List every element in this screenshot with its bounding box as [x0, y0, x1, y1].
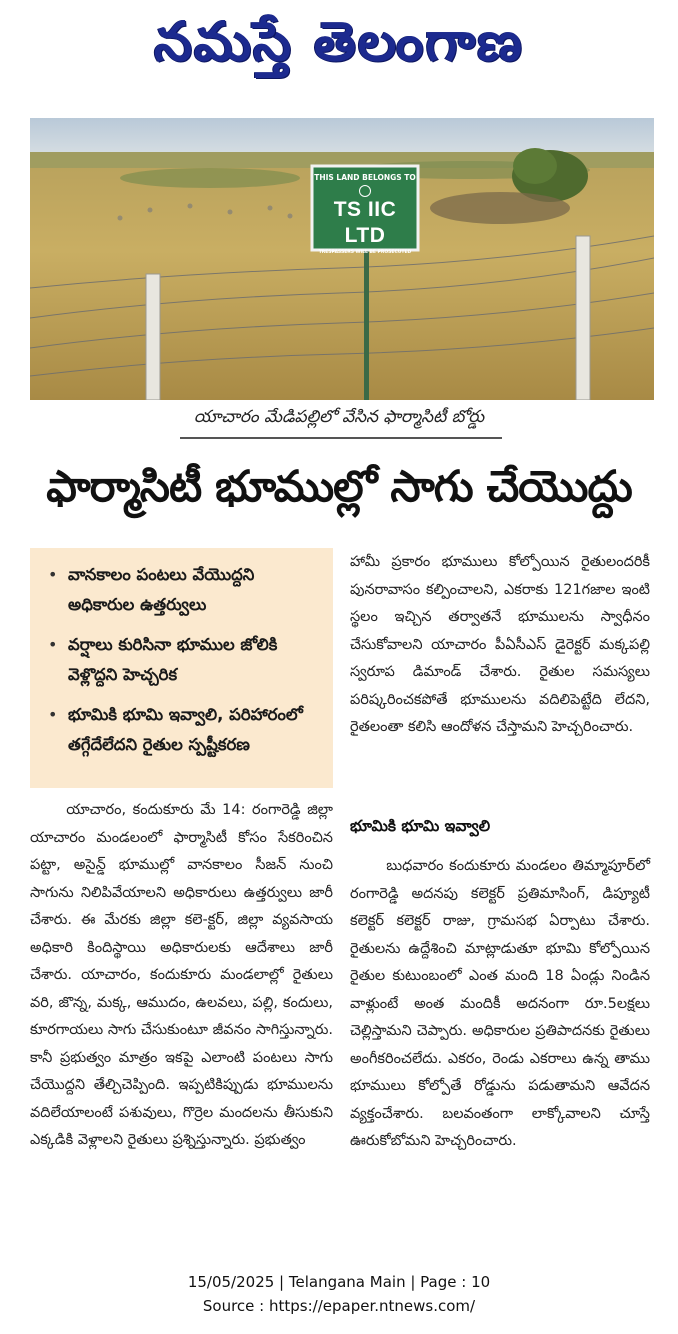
article-subheading: భూమికి భూమి ఇవ్వాలి	[350, 817, 491, 835]
article-paragraph: యాచారం, కందుకూరు మే 14: రంగారెడ్డి జిల్లా యాచారం మండలంలో ఫార్మాసిటీ కోసం సేకరించిన పట్టా, అసైన్డ్ భూముల్లో వానకాలం సీజన్ నుంచి సాగును నిలిపివేయాలని అధికారులు ఉత్తర్వులు జారీ చేశారు. ఈ మేరకు జిల్లా కలె-క్టర్, జిల్లా వ్యవసాయ అధికారి కిందిస్థాయి అధికారులకు ఆదేశాలు జారీ చేశారు. యాచారం, కందుకూరు మండలాల్లో రైతులు వరి, జొన్న, మక్క, ఆముదం, ఉలవలు, పల్లి, కందులు, కూరగాయలు సాగు చేసుకుంటూ జీవనం సాగిస్తున్నారు. కానీ ప్రభుత్వం మాత్రం ఇకపై ఎలాంటి పంటలు సాగు చేయొద్దని తేల్చిచెప్పింది. ఇప్పటికిప్పుడు భూములను వదిలేయాలంటే పశువులు, గొర్రెల మందలను తీసుకుని ఎక్కడికి వెళ్లాలని రైతులు ప్రశ్నిస్తున్నారు. ప్రభుత్వం	[30, 802, 333, 1148]
sign-board	[314, 169, 416, 255]
footer-edition-info: 15/05/2025 | Telangana Main | Page : 10	[187, 1273, 491, 1291]
article-paragraph: బుధవారం కందుకూరు మండలం తిమ్మాపూర్‌లో రంగారెడ్డి అదనపు కలెక్టర్ ప్రతిమాసింగ్, డిప్యూటీ కలెక్టర్ కలెక్టర్ రాజు, గ్రామసభ ఏర్పాటు చేశారు. రైతులను ఉద్దేశించి మాట్లాడుతూ భూమి కోల్పోయిన రైతుల కుటుంబంలో ఎంత మంది 18 ఏండ్లు నిండిన వాళ్లుంటే అంత మందికీ అదనంగా రూ.5లక్షలు చెల్లిస్తామని చెప్పారు. అధికారుల ప్రతిపాదనకు రైతులు అంగీకరించలేదు. ఎకరం, రెండు ఎకరాలు ఉన్న తాము భూములు కోల్పోతే రోడ్డును పడుతామని ఆవేదన వ్యక్తంచేశారు. బలవంతంగా లాక్కోవాలని చూస్తే ఊరుకోబోమని హెచ్చరించారు.	[350, 858, 650, 1149]
caption-divider	[180, 437, 502, 439]
field-photo-illustration	[30, 118, 654, 400]
sign-line-3: TRESPASSERS WILL BE PROSECUTED	[318, 250, 412, 255]
article-column-left	[30, 797, 333, 1155]
highlight-item	[48, 630, 321, 690]
bullet-icon: •	[48, 705, 58, 724]
article-headline: ఫార్మాసిటీ భూముల్లో సాగు చేయొద్దు	[46, 462, 632, 512]
sign-line-1: THIS LAND BELONGS TO	[314, 173, 416, 182]
highlight-item	[48, 700, 321, 760]
highlight-text: భూమికి భూమి ఇవ్వాలి, పరిహారంలో తగ్గేదేలేదని రైతుల స్పష్టీకరణ	[68, 705, 303, 754]
highlight-text: వానకాలం పంటలు వేయొద్దని అధికారుల ఉత్తర్వులు	[68, 565, 255, 614]
highlights-box	[30, 548, 333, 788]
highlight-text: వర్షాలు కురిసినా భూముల జోలికి వెళ్లొద్దని హెచ్చరిక	[68, 635, 278, 684]
newspaper-title: నమస్తే తెలంగాణ	[154, 8, 524, 73]
article-column-right-top	[350, 549, 650, 742]
photo-caption: యాచారం మేడిపల్లిలో వేసిన ఫార్మాసిటీ బోర్డు	[193, 407, 485, 427]
masthead	[0, 0, 678, 95]
article-paragraph: హామీ ప్రకారం భూములు కోల్పోయిన రైతులందరికీ పునరావాసం కల్పించాలని, ఎకరాకు 121గజాల ఇంటి స్థలం ఇచ్చిన తర్వాతనే భూములను స్వాధీనం చేసుకోవాలని యాచారం పీఏసీఎస్ డైరెక్టర్ మక్కపల్లి స్వరూప డిమాండ్ చేశారు. రైతుల సమస్యలు పరిష్కరించకపోతే భూములను వదిలిపెట్టేది లేదని, రైతలంతా కలిసి ఆందోళన చేస్తామని హెచ్చరించారు.	[350, 554, 650, 735]
article-column-right-bottom	[350, 853, 650, 1156]
news-photo	[30, 118, 654, 400]
footer-source: Source : https://epaper.ntnews.com/	[202, 1297, 476, 1315]
sign-main: TS IIC LTD	[333, 198, 397, 247]
page-footer	[0, 1270, 678, 1318]
highlight-item	[48, 560, 321, 620]
bullet-icon: •	[48, 565, 58, 584]
bullet-icon: •	[48, 635, 58, 654]
tsiic-logo-icon	[359, 185, 371, 197]
